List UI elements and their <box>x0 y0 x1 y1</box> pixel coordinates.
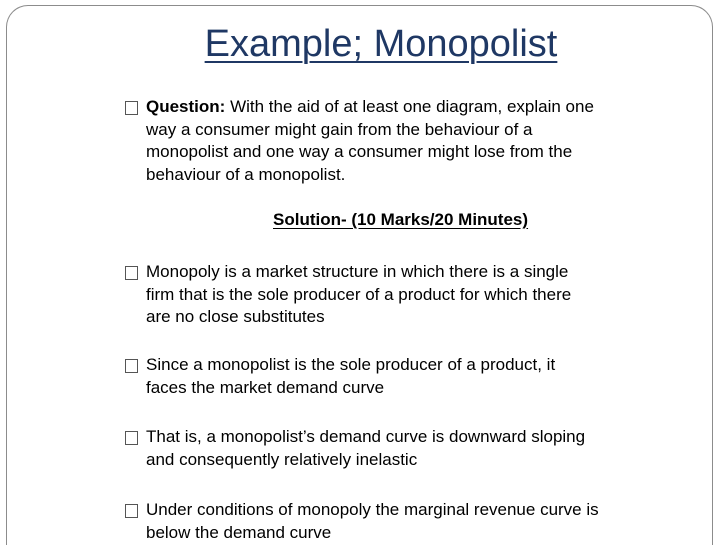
question-label: Question: <box>146 97 226 116</box>
question-text-1: With the aid of at least one diagram, explain one <box>225 97 594 116</box>
bullet-4-line-2: below the demand curve <box>146 522 332 542</box>
bullet-1-line-1 <box>126 261 686 284</box>
bullet-1-bold-term: Monopoly <box>146 262 220 281</box>
list-item-marginal-revenue <box>126 499 686 544</box>
slide-title: Example; Monopolist <box>204 23 558 65</box>
bullet-box-icon <box>125 266 138 280</box>
bullet-3-line-2: and consequently relatively inelastic <box>146 449 418 469</box>
bullet-box-icon <box>125 431 138 445</box>
bullet-box-icon <box>125 359 138 373</box>
bullet-2-line-1: Since a monopolist is the sole producer of a product, it <box>146 355 556 374</box>
bullet-box-icon <box>125 101 138 115</box>
question-bullet <box>126 96 686 186</box>
question-line-2: way a consumer might gain from the behaviour of a <box>146 119 533 139</box>
list-item-monopoly <box>126 261 686 329</box>
list-item-demand-curve <box>126 426 686 471</box>
question-line-4: behaviour of a monopolist. <box>146 164 346 184</box>
solution-heading: Solution- (10 Marks/20 Minutes) <box>273 210 529 229</box>
bullet-1-line-3: are no close substitutes <box>146 307 325 326</box>
bullet-1-text-1: is a market structure in which there is a single <box>219 262 569 281</box>
bullet-1-line-2: firm that is the sole producer of a product for which there <box>146 284 572 304</box>
bullet-4-line-1: Under conditions of monopoly the marginal revenue curve is <box>146 500 599 519</box>
question-line-1 <box>126 96 686 119</box>
question-line-3: monopolist and one way a consumer might lose from the <box>146 142 573 161</box>
bullet-box-icon <box>125 504 138 518</box>
bullet-2-line-2: faces the market demand curve <box>146 377 385 397</box>
list-item-sole-producer <box>126 354 686 399</box>
bullet-3-line-1: That is, a monopolist’s demand curve is downward sloping <box>146 427 586 446</box>
